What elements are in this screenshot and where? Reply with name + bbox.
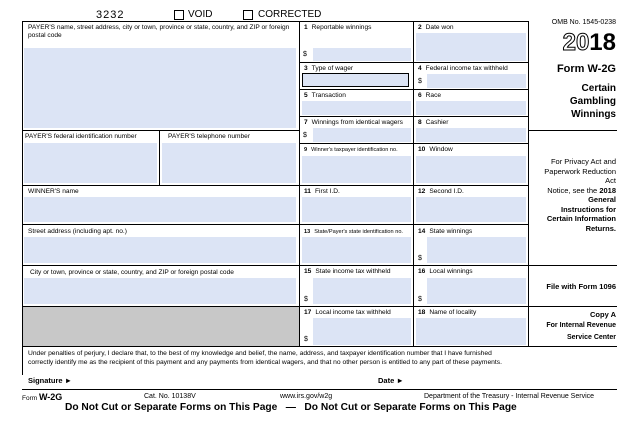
box-10-field[interactable] — [416, 156, 526, 183]
box-5-field[interactable] — [302, 101, 411, 115]
box-2-field[interactable] — [416, 33, 526, 61]
box-6-label: 6 Race — [418, 92, 442, 99]
box-15-field[interactable] — [313, 278, 411, 304]
box-4-dollar: $ — [418, 78, 422, 85]
box-14-field[interactable] — [427, 237, 526, 263]
winner-street-field[interactable] — [24, 237, 296, 263]
winner-name-label: WINNER'S name — [28, 188, 79, 195]
box-1-dollar: $ — [303, 51, 307, 58]
box-7-dollar: $ — [303, 132, 307, 139]
year-suffix: 18 — [589, 29, 616, 56]
box-14-label: 14 State winnings — [418, 228, 473, 235]
box-16-dollar: $ — [418, 296, 422, 303]
box-18-field[interactable] — [416, 318, 526, 345]
box-7-label: 7 Winnings from identical wagers — [304, 119, 403, 126]
irs-url: www.irs.gov/w2g — [280, 393, 333, 400]
form-name: Form W-2G — [556, 63, 616, 75]
box-3-label: 3 Type of wager — [304, 65, 354, 72]
winner-city-field[interactable] — [24, 278, 296, 304]
date-field[interactable] — [410, 375, 610, 387]
corrected-label: CORRECTED — [258, 9, 322, 20]
shaded-area — [23, 307, 299, 346]
winner-city-label: City or town, province or state, country, and ZIP or foreign postal code — [30, 269, 234, 276]
file-with-form: File with Form 1096 — [546, 282, 616, 291]
box-8-label: 8 Cashier — [418, 119, 449, 126]
form-footer-id: Form W-2G — [22, 392, 63, 402]
privacy-line-2: Paperwork Reduction — [544, 166, 616, 176]
cat-no: Cat. No. 10138V — [144, 393, 196, 400]
box-1-field[interactable] — [313, 48, 411, 61]
signature-field[interactable] — [84, 375, 374, 387]
box-5-label: 5 Transaction — [304, 92, 346, 99]
void-label: VOID — [188, 9, 213, 20]
box-15-dollar: $ — [304, 296, 308, 303]
box-7-field[interactable] — [313, 128, 411, 142]
copy-a: Copy A — [590, 310, 616, 319]
box-9-label: 9 Winner's taxpayer identification no. — [304, 147, 398, 153]
winner-name-field[interactable] — [24, 197, 296, 222]
box-12-label: 12 Second I.D. — [418, 188, 464, 195]
date-label: Date ► — [378, 376, 404, 385]
privacy-notice — [544, 157, 616, 233]
payer-fed-id-label: PAYER'S federal identification number — [25, 133, 137, 140]
void-checkbox[interactable] — [174, 10, 184, 20]
payer-phone-field[interactable] — [162, 143, 296, 183]
box-2-label: 2 Date won — [418, 24, 454, 31]
box-4-label: 4 Federal income tax withheld — [418, 65, 508, 72]
notice-line-4: Certain Information — [546, 214, 616, 223]
box-13-field[interactable] — [302, 237, 411, 263]
corrected-checkbox[interactable] — [243, 10, 253, 20]
copy-for-1: For Internal Revenue — [546, 322, 616, 329]
box-11-field[interactable] — [302, 197, 411, 222]
box-6-field[interactable] — [416, 101, 526, 115]
form-title-1: Certain — [581, 83, 616, 94]
box-4-field[interactable] — [427, 74, 526, 88]
notice-line-3: Instructions for — [560, 204, 616, 214]
payer-name-label: PAYER'S name, street address, city or town, province or state, country, and ZIP or foreign postal code — [28, 24, 290, 39]
tax-year — [563, 30, 616, 56]
box-13-label: 13 State/Payer's state identification no. — [304, 229, 403, 235]
box-9-field[interactable] — [302, 156, 411, 183]
perjury-statement — [28, 350, 502, 367]
box-15-label: 15 State income tax withheld — [304, 268, 391, 275]
dept-treasury: Department of the Treasury - Internal Revenue Service — [424, 393, 595, 400]
box-10-label: 10 Window — [418, 146, 453, 153]
payer-fed-id-field[interactable] — [24, 143, 157, 183]
box-16-field[interactable] — [427, 278, 526, 304]
notice-line-2: General — [588, 195, 616, 204]
box-12-field[interactable] — [416, 197, 526, 222]
privacy-line-3: Act — [605, 176, 616, 185]
control-number: 3232 — [96, 9, 125, 21]
box-17-label: 17 Local income tax withheld — [304, 309, 391, 316]
form-title-3: Winnings — [571, 109, 616, 120]
do-not-cut-notice: Do Not Cut or Separate Forms on This Page — Do Not Cut or Separate Forms on This Page — [65, 402, 517, 413]
box-1-label: 1 Reportable winnings — [304, 24, 372, 31]
box-17-field[interactable] — [313, 318, 411, 345]
box-11-label: 11 First I.D. — [304, 188, 340, 195]
perjury-line-2: correctly identify me as the recipient of this payment and any payments from identical wagers, and that no other person is entitled to any part of these payments. — [28, 358, 502, 366]
box-3-field[interactable] — [302, 73, 409, 87]
payer-name-field[interactable] — [24, 48, 296, 128]
box-16-label: 16 Local winnings — [418, 268, 473, 275]
notice-line-5: Returns. — [585, 223, 616, 233]
privacy-line-1: For Privacy Act and — [550, 157, 616, 166]
box-8-field[interactable] — [416, 128, 526, 142]
omb-number: OMB No. 1545-0238 — [551, 19, 616, 26]
winner-street-label: Street address (including apt. no.) — [28, 228, 127, 235]
box-18-label: 18 Name of locality — [418, 309, 477, 316]
notice-line-1: Notice, see the 2018 — [547, 185, 616, 195]
form-title-2: Gambling — [569, 96, 616, 107]
box-14-dollar: $ — [418, 255, 422, 262]
box-17-dollar: $ — [304, 336, 308, 343]
perjury-line-1: Under penalties of perjury, I declare that, to the best of my knowledge and belief, the name, address, and taxpayer identification number that I have furnished — [28, 350, 492, 357]
signature-label: Signature ► — [28, 376, 73, 385]
copy-for-2: Service Center — [566, 334, 616, 341]
year-prefix: 20 — [562, 29, 590, 56]
payer-phone-label: PAYER'S telephone number — [168, 133, 251, 140]
